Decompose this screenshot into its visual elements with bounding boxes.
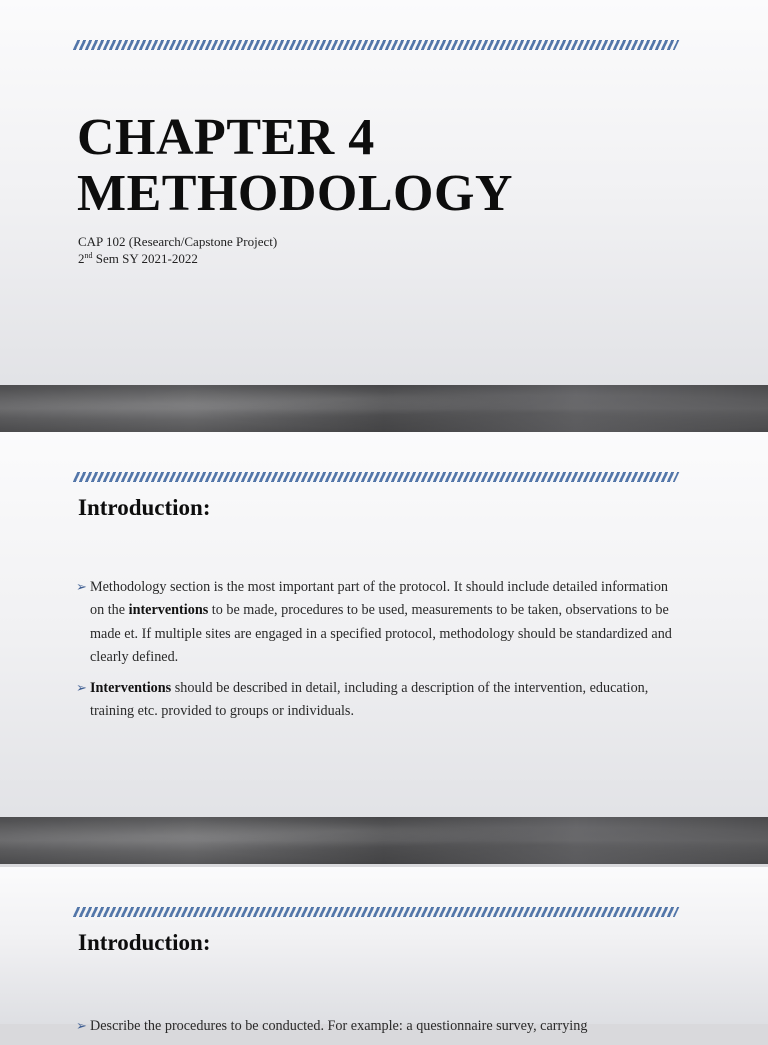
- semester-ordinal: 2: [78, 251, 85, 266]
- course-name: CAP 102 (Research/Capstone Project): [78, 234, 278, 249]
- arrowhead-bullet-icon: ➢: [76, 1019, 87, 1034]
- chapter-number: CHAPTER 4: [77, 109, 375, 166]
- decorative-stripe: [73, 472, 680, 482]
- floor-image: [0, 385, 768, 432]
- list-item: [76, 1015, 676, 1038]
- list-item: [76, 677, 676, 724]
- slide-subtitle: [78, 233, 277, 267]
- arrowhead-bullet-icon: ➢: [76, 580, 87, 595]
- bullet-text-bold: interventions: [128, 602, 209, 619]
- bullet-text-post: should be described in detail, including a description of the intervention, education, training etc. provided to groups or individuals.: [90, 679, 649, 720]
- slide-introduction-2[interactable]: [0, 867, 768, 1034]
- slide-title[interactable]: [0, 0, 768, 432]
- chapter-name: METHODOLOGY: [77, 165, 513, 222]
- arrowhead-bullet-icon: ➢: [76, 680, 87, 696]
- bullet-list: [76, 576, 676, 730]
- bullet-text-bold: Interventions: [90, 679, 172, 696]
- floor-image: [0, 817, 768, 864]
- bullet-text-pre: Methodology section is the most important part of the protocol. It should include detailed information on the: [90, 579, 669, 619]
- semester-ordinal-suffix: nd: [84, 251, 93, 260]
- bullet-text: Describe the procedures to be conducted. For example: a questionnaire survey, carrying: [90, 1018, 588, 1034]
- slide-introduction-1[interactable]: [0, 432, 768, 864]
- semester-rest: Sem SY 2021-2022: [92, 251, 198, 266]
- chapter-title: [77, 110, 513, 222]
- decorative-stripe: [73, 40, 680, 50]
- bullet-list: [76, 1015, 676, 1045]
- decorative-stripe: [73, 907, 680, 917]
- list-item: [76, 576, 676, 670]
- bullet-text-post: to be made, procedures to be used, measurements to be taken, observations to be made et. If multiple sites are engaged in a specified protocol, methodology should be standardized and clearly defined.: [90, 602, 672, 666]
- slide-heading: Introduction:: [78, 930, 211, 955]
- slide-heading: Introduction:: [78, 495, 211, 520]
- semester-line: [78, 250, 277, 267]
